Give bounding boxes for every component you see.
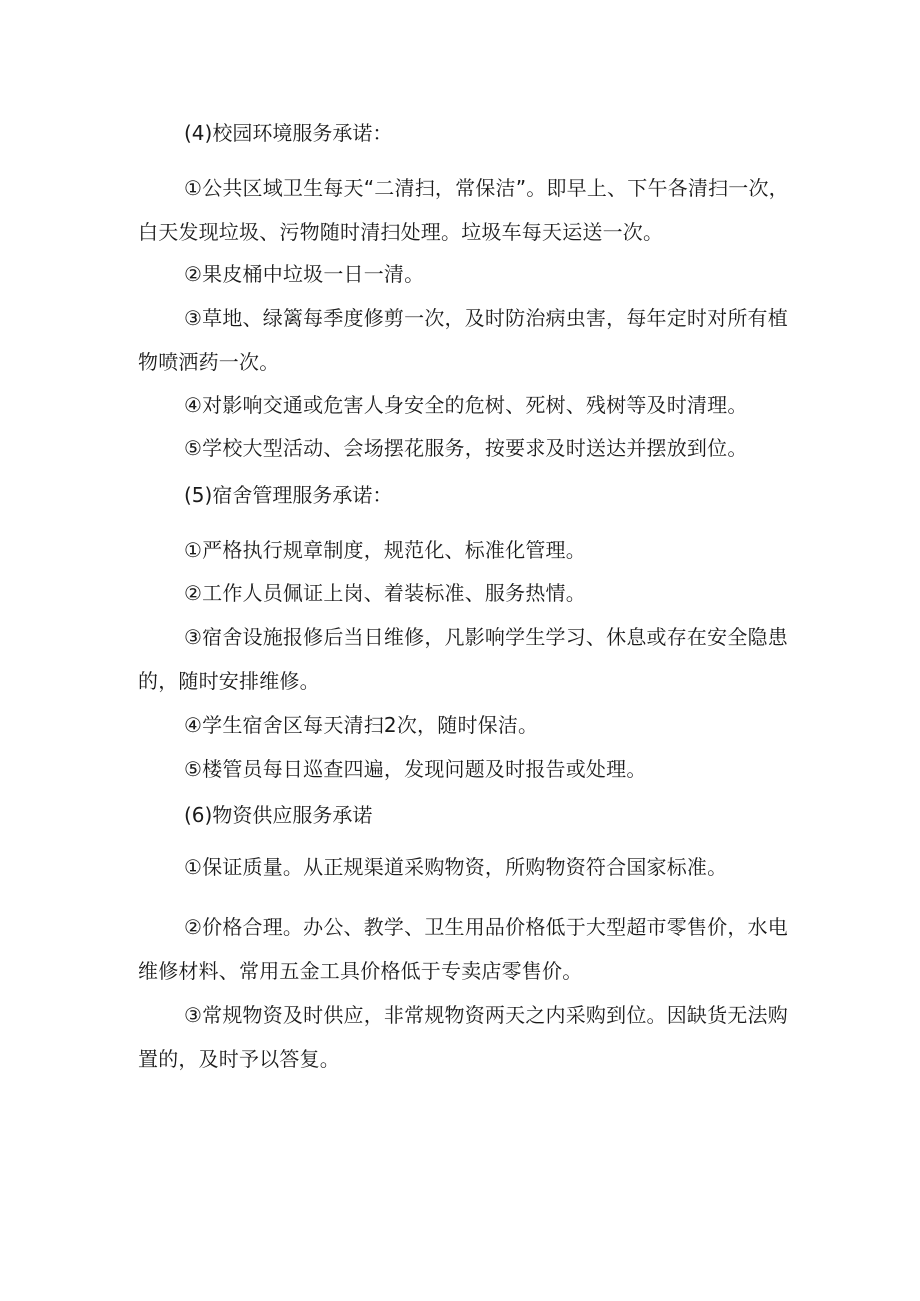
- paragraph-4-2: ②果皮桶中垃圾一日一清。: [184, 262, 425, 286]
- paragraph-4-5: ⑤学校大型活动、会场摆花服务，按要求及时送达并摆放到位。: [184, 436, 748, 460]
- paragraph-4-1: ①公共区域卫生每天“二清扫，常保洁”。即早上、下午各清扫一次，白天发现垃圾、污物随时清扫处理。垃圾车每天运送一次。: [138, 176, 789, 244]
- paragraph-5-1: ①严格执行规章制度，规范化、标准化管理。: [184, 538, 586, 562]
- section-heading-6: (6)物资供应服务承诺: [184, 803, 373, 827]
- section-heading-5: (5)宿舍管理服务承诺：: [184, 483, 393, 507]
- paragraph-5-3: ③宿舍设施报修后当日维修，凡影响学生学习、休息或存在安全隐患的，随时安排维修。: [138, 625, 788, 693]
- paragraph-6-2: ②价格合理。办公、教学、卫生用品价格低于大型超市零售价，水电维修材料、常用五金工具价格低于专卖店零售价。: [138, 915, 788, 983]
- paragraph-4-3: ③草地、绿篱每季度修剪一次，及时防治病虫害，每年定时对所有植物喷洒药一次。: [138, 306, 788, 374]
- paragraph-5-2: ②工作人员佩证上岗、着装标准、服务热情。: [184, 581, 586, 605]
- paragraph-6-3: ③常规物资及时供应，非常规物资两天之内采购到位。因缺货无法购置的，及时予以答复。: [138, 1003, 788, 1071]
- paragraph-5-5: ⑤楼管员每日巡查四遍，发现问题及时报告或处理。: [184, 757, 647, 781]
- paragraph-5-4: ④学生宿舍区每天清扫2次，随时保洁。: [184, 713, 539, 737]
- section-heading-4: (4)校园环境服务承诺：: [184, 121, 393, 145]
- paragraph-4-4: ④对影响交通或危害人身安全的危树、死树、残树等及时清理。: [184, 393, 748, 417]
- paragraph-6-1: ①保证质量。从正规渠道采购物资，所购物资符合国家标准。: [184, 855, 728, 879]
